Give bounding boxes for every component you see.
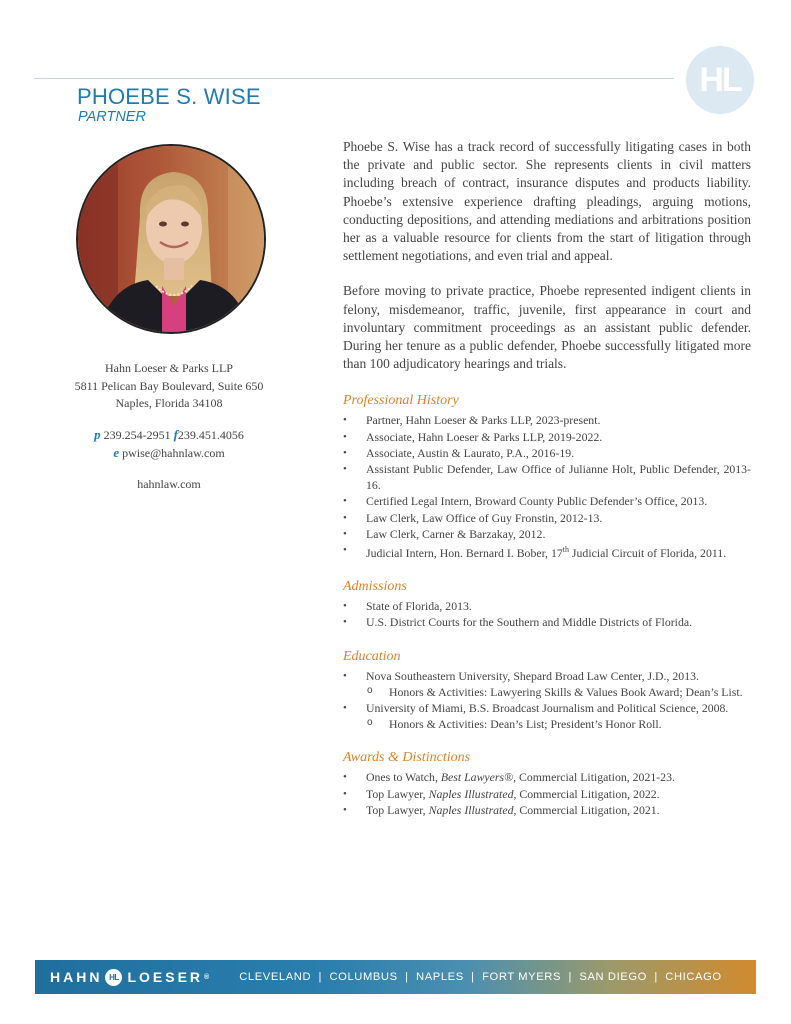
list-item: • Law Clerk, Carner & Barzakay, 2012. — [343, 526, 751, 542]
professional-history-list — [343, 412, 751, 561]
professional-history-heading: Professional History — [343, 393, 459, 409]
list-item — [343, 542, 751, 561]
contact-block — [40, 360, 298, 493]
sub-list-item: o Honors & Activities: Lawyering Skills & Values Book Award; Dean’s List. — [343, 684, 751, 700]
address-line-2: Naples, Florida 34108 — [115, 396, 223, 410]
list-item: • State of Florida, 2013. — [343, 598, 751, 614]
main-content — [343, 138, 751, 818]
education-heading: Education — [343, 648, 401, 664]
education-list — [343, 668, 751, 684]
fax-number: 239.451.4056 — [177, 427, 244, 442]
award-publication: Naples Illustrated — [428, 786, 514, 801]
logo-text-right: LOESER — [127, 969, 204, 985]
award-publication: Naples Illustrated — [428, 802, 514, 817]
attorney-title: PARTNER — [78, 109, 146, 125]
registered-mark: ® — [204, 973, 210, 981]
award-text: Top Lawyer, — [366, 802, 429, 817]
list-item — [343, 769, 751, 785]
email-link[interactable]: pwise@hahnlaw.com — [122, 446, 225, 460]
footer-banner — [35, 960, 756, 994]
website-link[interactable]: hahnlaw.com — [137, 476, 201, 491]
office-locations: CLEVELAND | COLUMBUS | NAPLES | FORT MYERS | SAN DIEGO | CHICAGO — [239, 971, 722, 983]
award-publication: Best Lawyers® — [440, 770, 514, 785]
list-item: • Certified Legal Intern, Broward County Public Defender’s Office, 2013. — [343, 493, 751, 509]
list-item: • U.S. District Courts for the Southern and Middle Districts of Florida. — [343, 614, 751, 630]
logo-text-left: HAHN — [50, 969, 103, 985]
hl-logo-badge — [686, 46, 754, 114]
phone-fax-line — [40, 426, 298, 445]
firm-name: Hahn Loeser & Parks LLP — [105, 361, 233, 375]
phone-number[interactable]: 239.254-2951 — [103, 427, 171, 442]
phone-prefix: p — [94, 426, 101, 442]
hl-logo-text: HL — [699, 60, 741, 99]
list-item: • Nova Southeastern University, Shepard Broad Law Center, J.D., 2013. — [343, 668, 751, 684]
email-line — [40, 444, 298, 463]
list-item: • Partner, Hahn Loeser & Parks LLP, 2023-present. — [343, 412, 751, 428]
award-text: Top Lawyer, — [366, 786, 429, 801]
list-item: • Associate, Hahn Loeser & Parks LLP, 2019-2022. — [343, 429, 751, 445]
list-item: • Law Clerk, Law Office of Guy Fronstin, 2012-13. — [343, 510, 751, 526]
attorney-portrait — [76, 144, 266, 334]
education-sub-list — [343, 684, 751, 700]
list-item — [343, 786, 751, 802]
award-text: , Commercial Litigation, 2022. — [513, 786, 660, 801]
admissions-list — [343, 598, 751, 630]
header-rule — [34, 78, 674, 79]
award-text: , Commercial Litigation, 2021. — [513, 802, 660, 817]
education-list — [343, 700, 751, 716]
hl-logo-icon: HL — [105, 969, 122, 986]
list-item: • Associate, Austin & Laurato, P.A., 2016-19. — [343, 445, 751, 461]
email-prefix: e — [113, 445, 120, 460]
awards-list — [343, 769, 751, 818]
fax-prefix: f — [173, 426, 178, 442]
award-text: Ones to Watch, — [366, 770, 441, 785]
portrait-illustration — [78, 146, 266, 334]
bio-paragraph-2: Before moving to private practice, Phoebe represented indigent clients in felony, misdemeanor, traffic, juvenile, first appearance in court and involuntary commitment proceedings as an assistant public defender. During her tenure as a public defender, Phoebe successfully litigated more than 100 adjudicatory hearings and trials. — [343, 283, 751, 372]
list-item-text: Judicial Intern, Hon. Bernard I. Bober, 17 — [366, 545, 563, 560]
list-item — [343, 802, 751, 818]
admissions-heading: Admissions — [343, 579, 407, 595]
firm-logo — [50, 969, 209, 986]
sub-list-item: o Honors & Activities: Dean’s List; President’s Honor Roll. — [343, 716, 751, 732]
education-sub-list — [343, 716, 751, 732]
award-text: , Commercial Litigation, 2021-23. — [513, 770, 675, 785]
list-item: • University of Miami, B.S. Broadcast Journalism and Political Science, 2008. — [343, 700, 751, 716]
attorney-name: PHOEBE S. WISE — [77, 84, 261, 109]
list-item: • Assistant Public Defender, Law Office of Julianne Holt, Public Defender, 2013-16. — [343, 461, 751, 493]
address-line-1: 5811 Pelican Bay Boulevard, Suite 650 — [74, 378, 264, 393]
bio-paragraph-1: Phoebe S. Wise has a track record of successfully litigating cases in both the private and public sector. She represents clients in civil matters including breach of contract, insurance disputes and products liability. Phoebe’s extensive experience drafting pleadings, arguing motions, conducting depositions, and attending mediations and arbitrations position her as a valuable resource for clients from the start of litigation through settlement negotiations, and even trial and appeal. — [343, 139, 751, 264]
awards-heading: Awards & Distinctions — [343, 750, 471, 766]
ordinal-suffix: th — [562, 545, 569, 555]
list-item-text: Judicial Circuit of Florida, 2011. — [568, 545, 727, 560]
